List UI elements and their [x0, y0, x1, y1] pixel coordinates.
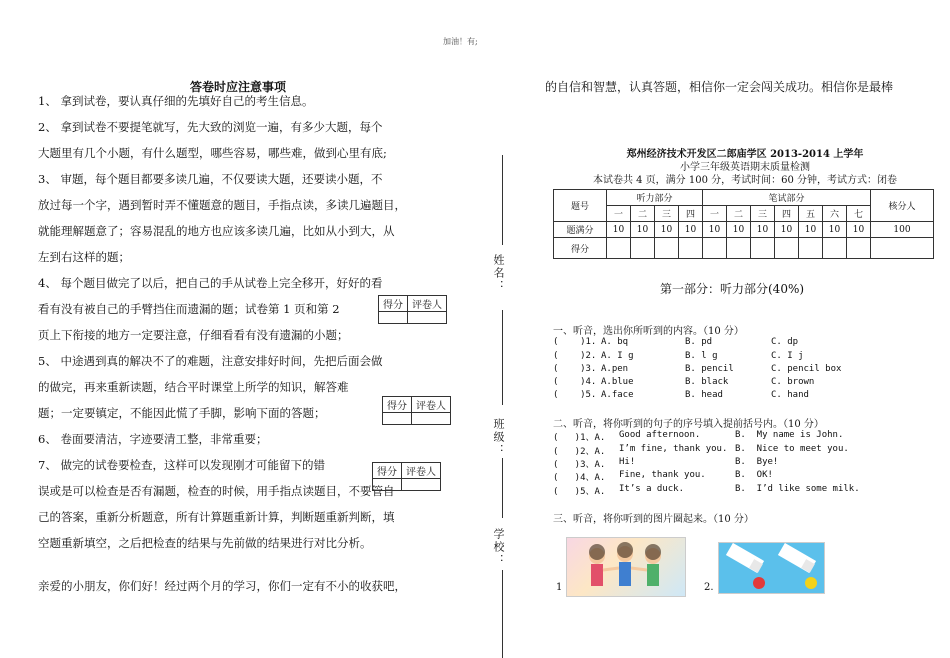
q-num: 四 [775, 206, 799, 222]
sentence-row [553, 430, 883, 442]
score-row-label: 得分 [554, 238, 607, 259]
grader-label: 评卷人 [402, 463, 441, 479]
score-cell[interactable] [703, 238, 727, 259]
score-label: 得分 [373, 463, 402, 479]
exam-info: 本试卷共 4 页，满分 100 分，考试时间：60 分钟，考试方式：闭卷 [592, 175, 898, 186]
grader-cell[interactable] [412, 413, 451, 425]
notice-line: 7、 做完的试卷要检查，这样可以发现刚才可能留下的错 [38, 458, 325, 472]
sentence-a: I’m fine, thank you. [619, 444, 728, 454]
notice-line: 题；一定要镇定，不能因此慌了手脚，影响下面的答题； [38, 406, 326, 420]
exam-header [580, 148, 910, 187]
q-num: 二 [631, 206, 655, 222]
notice-line: 4、 每个题目做完了以后，把自己的手从试卷上完全移开，好好的看 [38, 276, 383, 290]
sentence-b: B. Bye! [735, 457, 779, 467]
paint-tubes-picture[interactable] [718, 542, 825, 594]
notice-line: 的做完，再来重新读题，结合平时课堂上所学的知识，解答难 [38, 380, 349, 394]
question-row [553, 377, 853, 389]
answer-bracket[interactable]: ( )5. [553, 390, 597, 400]
score-cell[interactable] [727, 238, 751, 259]
notice-line: 己的答案，重新分析题意，所有计算题重新计算，判断题重新判断，填 [38, 510, 395, 524]
sentence-row [553, 484, 883, 496]
written-header: 笔试部分 [703, 190, 871, 206]
score-cell[interactable] [655, 238, 679, 259]
full-score: 10 [703, 222, 727, 238]
notice-line: 看有没有被自己的手臂挡住而遗漏的题；试卷第 1 页和第 2 [38, 302, 340, 316]
score-box [382, 396, 451, 425]
option-b: B. l g [685, 351, 718, 361]
picture-number: 1 [556, 582, 563, 593]
score-cell[interactable] [775, 238, 799, 259]
sentence-row [553, 444, 883, 456]
class-label: 班级： [492, 418, 505, 457]
option-b: B. head [685, 390, 723, 400]
score-cell[interactable] [871, 238, 934, 259]
school-label: 学校： [492, 528, 505, 567]
notice-line: 5、 中途遇到真的解决不了的难题，注意安排好时间，先把后面会做 [38, 354, 383, 368]
option-a: A. I g [601, 351, 634, 361]
option-b: B. pencil [685, 364, 734, 374]
score-table [553, 189, 934, 259]
question-row [553, 337, 853, 349]
name-label: 姓名： [492, 254, 505, 293]
notice-line: 左到右这样的题； [38, 250, 130, 264]
binding-line [502, 310, 503, 405]
score-cell[interactable] [751, 238, 775, 259]
notice-line: 1、 拿到试卷，要认真仔细的先填好自己的考生信息。 [38, 94, 314, 108]
q-num: 四 [679, 206, 703, 222]
q-num: 二 [727, 206, 751, 222]
notice-line: 6、 卷面要清洁，字迹要清工整，非常重要； [38, 432, 268, 446]
full-score-total: 100 [871, 222, 934, 238]
score-cell[interactable] [379, 312, 408, 324]
sentence-a: Good afternoon. [619, 430, 701, 440]
full-score: 10 [655, 222, 679, 238]
option-c: C. dp [771, 337, 799, 347]
binding-line [502, 458, 503, 518]
q-num: 三 [655, 206, 679, 222]
q-num: 三 [751, 206, 775, 222]
full-score: 10 [799, 222, 823, 238]
answer-bracket[interactable]: ( )3. [553, 364, 597, 374]
score-box [372, 462, 441, 491]
question-row [553, 364, 853, 376]
row-label: 题号 [554, 190, 607, 222]
full-score: 10 [679, 222, 703, 238]
option-a: A. bq [601, 337, 629, 347]
score-cell[interactable] [799, 238, 823, 259]
full-score: 10 [727, 222, 751, 238]
sentence-b: B. My name is John. [735, 430, 844, 440]
option-c: C. hand [771, 390, 809, 400]
option-a: A.blue [601, 377, 634, 387]
q-num: 一 [703, 206, 727, 222]
full-score: 10 [751, 222, 775, 238]
option-a: A.pen [601, 364, 629, 374]
notice-line: 放过每一个字，遇到暂时弄不懂题意的题目，手指点读，多读几遍题目， [38, 198, 406, 212]
full-score: 10 [607, 222, 631, 238]
sentence-a: Hi! [619, 457, 636, 467]
option-b: B. black [685, 377, 729, 387]
sentence-b: B. OK! [735, 470, 773, 480]
binding-line [502, 155, 503, 245]
full-score: 10 [823, 222, 847, 238]
full-score: 10 [847, 222, 871, 238]
option-c: C. I j [771, 351, 804, 361]
answer-bracket[interactable]: ( )2、A. [553, 447, 606, 457]
sentence-row [553, 457, 883, 469]
closing-text: 亲爱的小朋友，你们好！经过两个月的学习，你们一定有不小的收获吧， [38, 579, 406, 593]
children-picture[interactable] [566, 537, 686, 597]
part1-title: 第一部分：听力部分(40%) [660, 282, 805, 296]
notice-line: 2、 拿到试卷不要提笔就写，先大致的浏览一遍，有多少大题，每个 [38, 120, 383, 134]
exam-district: 郑州经济技术开发区二郎庙学区 2013-2014 上学年 [626, 149, 864, 160]
exam-title: 小学三年级英语期末质量检测 [680, 162, 810, 173]
score-cell[interactable] [383, 413, 412, 425]
notice-line: 大题里有几个小题，有什么题型，哪些容易，哪些难，做到心里有底; [38, 146, 387, 160]
option-a: A.face [601, 390, 634, 400]
answer-bracket[interactable]: ( )4、A. [553, 473, 606, 483]
score-label: 得分 [379, 296, 408, 312]
option-b: B. pd [685, 337, 713, 347]
sentence-row [553, 470, 883, 482]
listen-header: 听力部分 [607, 190, 703, 206]
q-num: 七 [847, 206, 871, 222]
notice-title: 答卷时应注意事项 [190, 80, 287, 94]
header-note: 加油！有; [443, 37, 478, 46]
grader-label: 评卷人 [408, 296, 447, 312]
checker-header: 核分人 [871, 190, 934, 222]
answer-bracket[interactable]: ( )1. [553, 337, 597, 347]
section2-title: 二、听音，将你听到的句子的序号填入提前括号内。（10 分） [553, 419, 824, 430]
sentence-b: B. Nice to meet you. [735, 444, 849, 454]
q-num: 一 [607, 206, 631, 222]
question-row [553, 351, 853, 363]
answer-bracket[interactable]: ( )2. [553, 351, 597, 361]
score-label: 得分 [383, 397, 412, 413]
score-cell[interactable] [679, 238, 703, 259]
score-cell[interactable] [373, 479, 402, 491]
binding-line [502, 570, 503, 658]
grader-cell[interactable] [402, 479, 441, 491]
score-cell[interactable] [847, 238, 871, 259]
section1-title: 一、听音，选出你所听到的内容。（10 分） [553, 326, 744, 337]
grader-cell[interactable] [408, 312, 447, 324]
notice-line: 误或是可以检查是否有漏题，检查的时候，用手指点读题目，不要管自 [38, 484, 395, 498]
full-score: 10 [775, 222, 799, 238]
answer-bracket[interactable]: ( )3、A. [553, 460, 606, 470]
q-num: 六 [823, 206, 847, 222]
option-c: C. brown [771, 377, 815, 387]
full-score: 10 [631, 222, 655, 238]
sentence-a: It’s a duck. [619, 484, 685, 494]
notice-line: 就能理解题意了；容易混乱的地方也应该多读几遍，比如从小到大，从 [38, 224, 395, 238]
notice-line: 页上下衔接的地方一定要注意，仔细看看有没有遗漏的小题； [38, 328, 349, 342]
score-cell[interactable] [631, 238, 655, 259]
sentence-a: Fine, thank you. [619, 470, 706, 480]
score-cell[interactable] [607, 238, 631, 259]
picture-number: 2. [704, 582, 714, 593]
score-box [378, 295, 447, 324]
answer-bracket[interactable]: ( )5、A. [553, 487, 606, 497]
notice-line: 3、 审题，每个题目都要多读几遍，不仅要读大题，还要读小题，不 [38, 172, 383, 186]
sentence-b: B. I’d like some milk. [735, 484, 860, 494]
answer-bracket[interactable]: ( )4. [553, 377, 597, 387]
grader-label: 评卷人 [412, 397, 451, 413]
answer-bracket[interactable]: ( )1、A. [553, 433, 606, 443]
closing-continued: 的自信和智慧，认真答题，相信你一定会闯关成功。相信你是最棒 [545, 80, 894, 94]
q-num: 五 [799, 206, 823, 222]
section3-title: 三、听音，将你听到的图片圈起来。（10 分） [553, 514, 754, 525]
full-label: 题满分 [554, 222, 607, 238]
score-cell[interactable] [823, 238, 847, 259]
option-c: C. pencil box [771, 364, 842, 374]
question-row [553, 390, 853, 402]
notice-line: 空题重新填空，之后把检查的结果与先前做的结果进行对比分析。 [38, 536, 372, 550]
